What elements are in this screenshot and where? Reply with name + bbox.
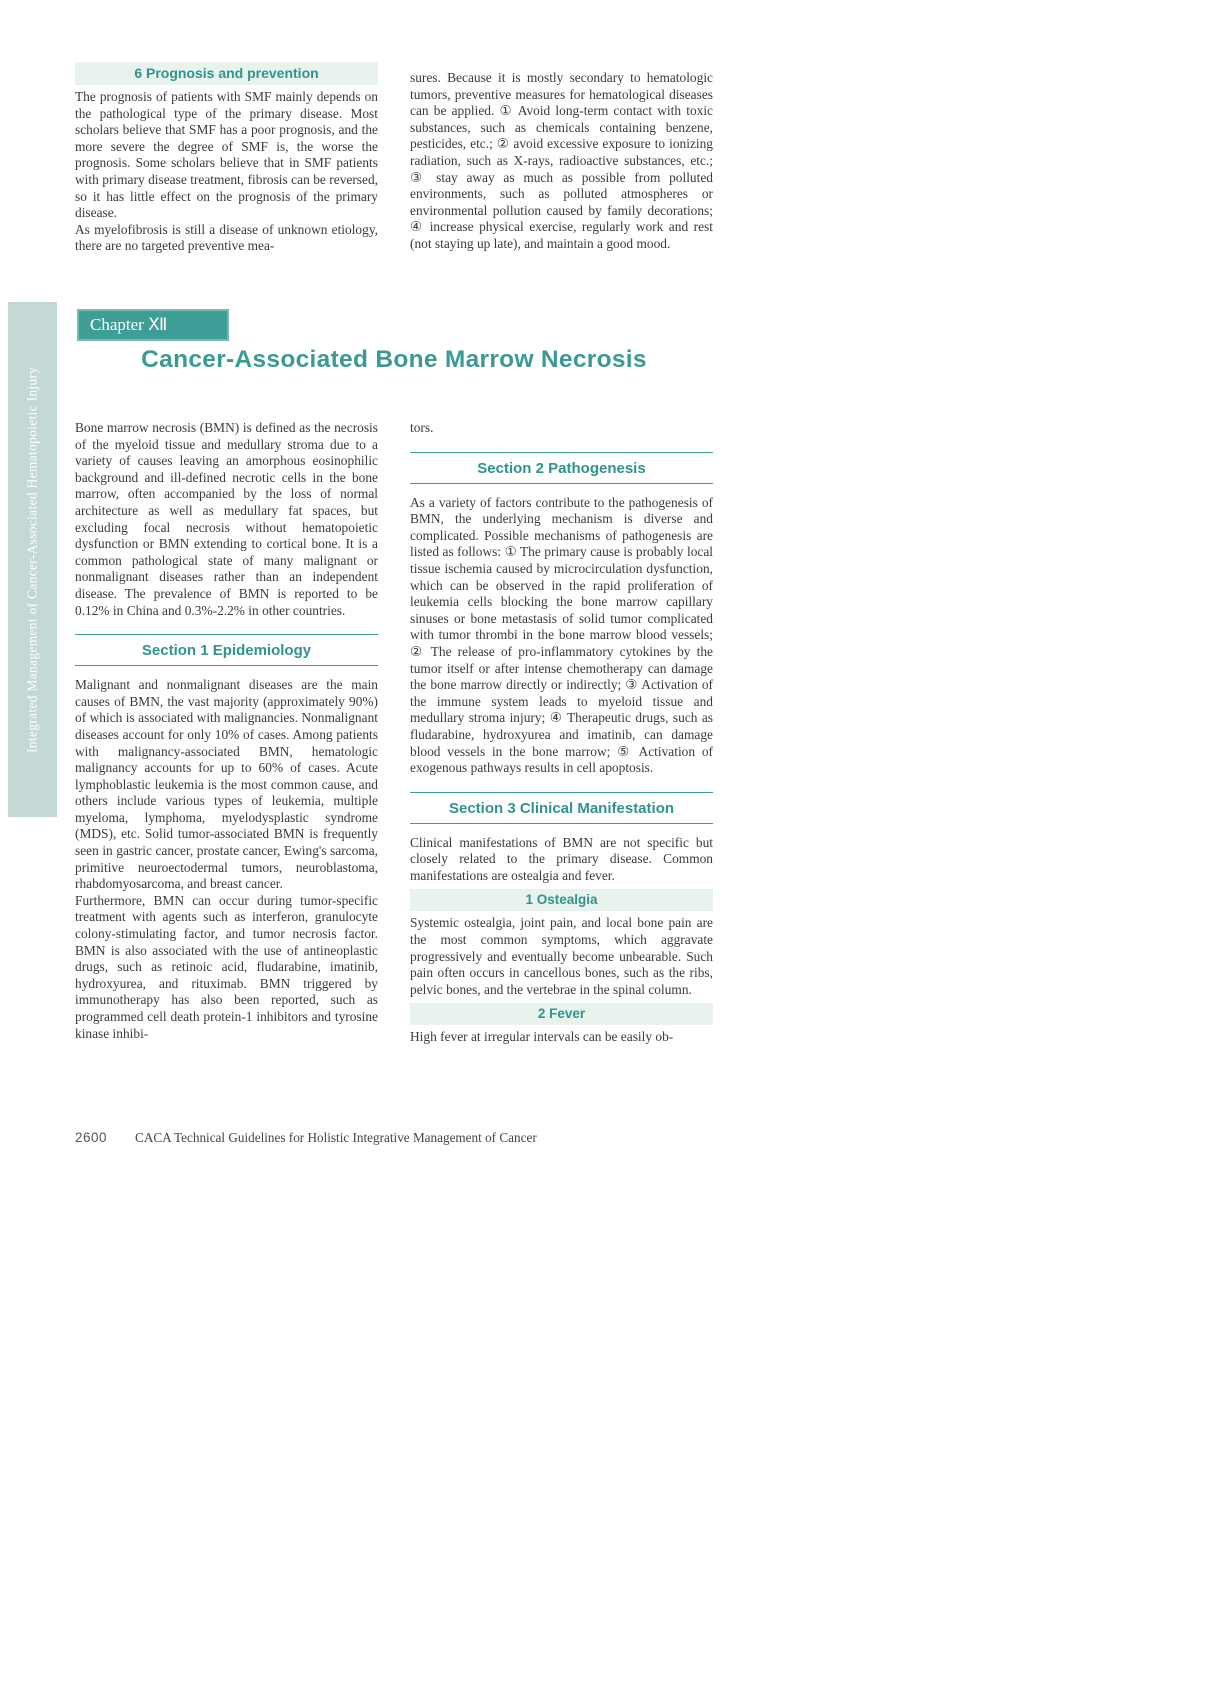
subsection-heading-prognosis: 6 Prognosis and prevention [75,62,378,85]
sidebar-vertical-title: Integrated Management of Cancer-Associated Hematopoietic Injury [24,366,40,753]
paragraph: Systemic ostealgia, joint pain, and local bone pain are the most common symptoms, which aggravate progressively and eventually become unbearable. Such pain often occurs in cancellous bones, such as the ribs, pelvic bones, and the vertebrae in the spinal column. [410,915,713,997]
paragraph: The prognosis of patients with SMF mainly depends on the pathological type of the primary disease. Most scholars believe that SMF has a poor prognosis, and the more severe the degree of SMF is, the worse the prognosis. Some scholars believe that in SMF patients with primary disease treatment, fibrosis can be reversed, so it has little effect on the prognosis of the primary disease. [75,89,378,221]
subsection-heading-fever: 2 Fever [410,1003,713,1025]
section-rule-bottom [75,665,378,666]
paragraph: Bone marrow necrosis (BMN) is defined as the necrosis of the myeloid tissue and medullary stroma due to a variety of causes leaving an amorphous eosinophilic background and ill-defined necrotic cells in the bone marrow, often accompanied by the loss of normal architecture as well as medullary fat spaces, but excluding focal necrosis without hematopoietic dysfunction or BMN extending to cortical bone. It is a common pathological state of many malignant or nonmalignant diseases rather than an independent disease. The prevalence of BMN is reported to be 0.12% in China and 0.3%-2.2% in other countries. [75,420,378,618]
footer-book-title: CACA Technical Guidelines for Holistic Integrative Management of Cancer [135,1130,537,1145]
page-number: 2600 [75,1130,108,1145]
top-right-column [410,62,713,255]
section-heading-epidemiology [75,634,378,666]
top-left-column [75,62,378,255]
paragraph: As a variety of factors contribute to the pathogenesis of BMN, the underlying mechanism is diverse and complicated. Possible mechanisms of pathogenesis are listed as follows: ① The primary cause is probably local tissue ischemia caused by microcirculation dysfunction, which can be observed in the rapid proliferation of leukemia cells blocking the bone marrow capillary sinuses or bone metastasis of solid tumor complicated with tumor thrombi in the bone marrow blood vessels; ② The release of pro-inflammatory cytokines by the tumor itself or after intense chemotherapy can damage the bone marrow directly or indirectly; ③ Activation of the immune system leads to myeloid tissue and medullary stroma injury; ④ Therapeutic drugs, such as fludarabine, hydroxyurea and imatinib, can damage blood vessels in the bone marrow; ⑤ Activation of exogenous pathways results in cell apoptosis. [410,494,713,776]
chapter-label: Chapter Ⅻ [90,315,168,334]
main-section [75,420,713,1046]
section-heading-clinical-manifestation [410,792,713,824]
paragraph: High fever at irregular intervals can be easily ob- [410,1029,674,1045]
sidebar-band [8,302,57,817]
paragraph: sures. Because it is mostly secondary to hematologic tumors, preventive measures for hematological diseases can be applied. ① Avoid long-term contact with toxic substances, such as chemicals containing benzene, pesticides, etc.; ② avoid excessive exposure to ionizing radiation, such as X-rays, radioactive substances, etc.; ③ stay away as much as possible from polluted environments, such as polluted atmospheres or environmental pollution caused by family decorations; ④ increase physical exercise, regularly work and rest (not staying up late), and maintain a good mood. [410,70,713,251]
section-rule-bottom [410,483,713,484]
main-left-column [75,420,378,1046]
subsection-heading-ostealgia: 1 Ostealgia [410,889,713,911]
section-heading-pathogenesis [410,452,713,484]
paragraph: Clinical manifestations of BMN are not specific but closely related to the primary disease. Common manifestations are ostealgia and fever. [410,834,713,883]
section-rule-bottom [410,823,713,824]
section-title: Section 2 Pathogenesis [477,459,646,477]
section-title: Section 3 Clinical Manifestation [448,799,675,817]
main-right-column [410,420,713,1046]
paragraph: As myelofibrosis is still a disease of unknown etiology, there are no targeted preventive mea- [75,221,378,254]
paragraph: tors. [410,420,434,435]
chapter-label-band [77,309,229,341]
paragraph: Furthermore, BMN can occur during tumor-specific treatment with agents such as interferon, granulocyte colony-stimulating factor, and tumor necrosis factor. BMN is also associated with the use of antineoplastic drugs, such as retinoic acid, fludarabine, imatinib, hydroxyurea, and rituximab. BMN triggered by immunotherapy has also been reported, such as programmed cell death protein-1 inhibitors and tyrosine kinase inhibi- [75,892,378,1041]
chapter-title: Cancer-Associated Bone Marrow Necrosis [141,346,647,373]
top-section [75,62,713,255]
section-title: Section 1 Epidemiology [141,642,312,660]
page-footer [75,1130,713,1146]
paragraph: Malignant and nonmalignant diseases are the main causes of BMN, the vast majority (approximately 90%) of which is associated with malignancies. Nonmalignant diseases account for only 10% of cases. Among patients with malignancy-associated BMN, hematologic malignancy accounts for up to 60% of cases. Acute lymphoblastic leukemia is the most common cause, and others include various types of leukemia, multiple myeloma, lymphoma, myelodysplastic syndrome (MDS), etc. Solid tumor-associated BMN is frequently seen in gastric cancer, prostate cancer, Ewing's sarcoma, primitive neuroectodermal tumors, neuroblastoma, rhabdomyosarcoma, and breast cancer. [75,677,378,892]
